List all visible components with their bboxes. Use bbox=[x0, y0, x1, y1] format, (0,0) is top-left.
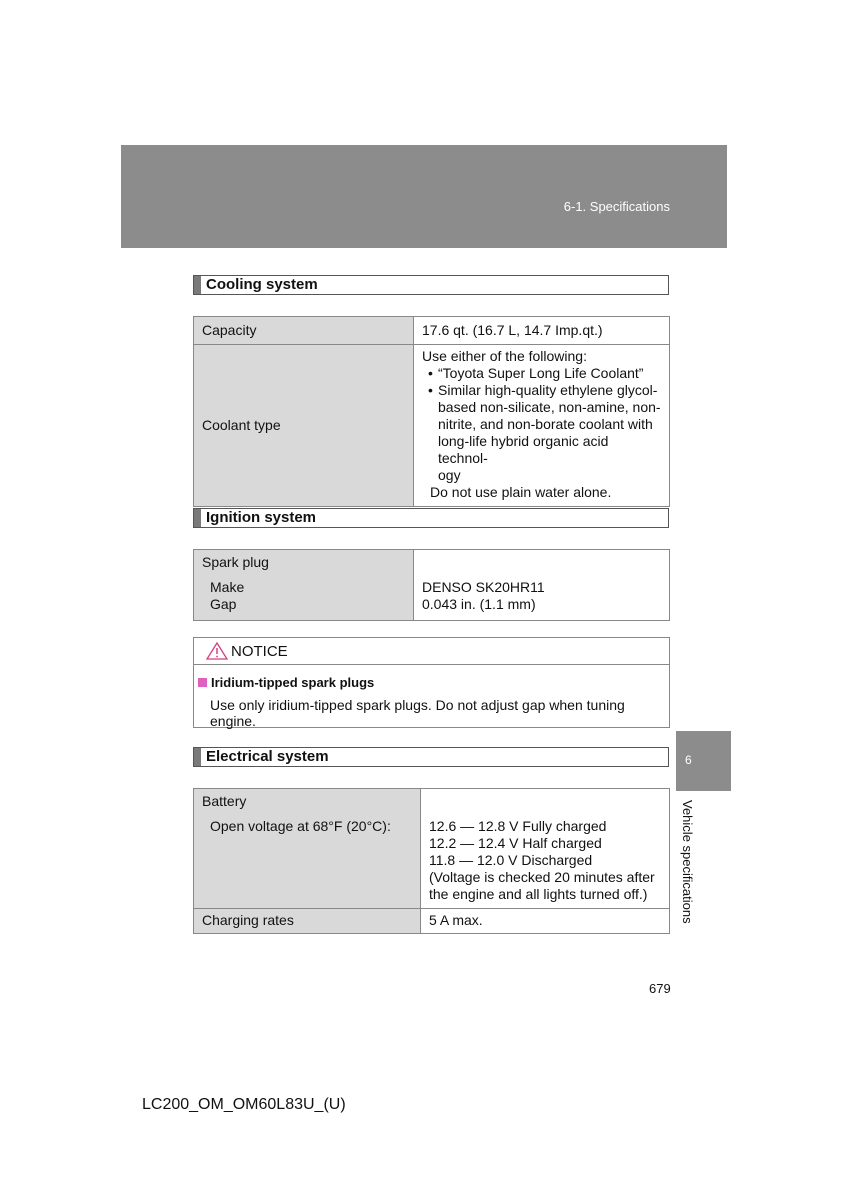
chapter-label: Vehicle specifications bbox=[680, 800, 695, 924]
square-bullet-icon bbox=[198, 678, 207, 687]
table-cell bbox=[194, 317, 414, 345]
chapter-tab[interactable] bbox=[676, 731, 731, 791]
table-row bbox=[194, 317, 670, 345]
table-row bbox=[194, 909, 670, 934]
coolant-warning: Do not use plain water alone. bbox=[430, 484, 612, 500]
voltage-line: 11.8 — 12.0 V Discharged bbox=[429, 852, 593, 868]
coolant-option-text: “Toyota Super Long Life Coolant” bbox=[438, 365, 644, 381]
coolant-intro: Use either of the following: bbox=[422, 348, 587, 364]
page-number: 679 bbox=[649, 981, 671, 996]
section-heading-electrical bbox=[193, 747, 669, 767]
table-cell bbox=[414, 317, 670, 345]
table-row bbox=[194, 789, 670, 909]
table-row bbox=[194, 550, 670, 621]
spark-plug-labels bbox=[194, 550, 413, 620]
header-band bbox=[121, 145, 727, 248]
section-marker bbox=[194, 748, 201, 766]
notice-header bbox=[194, 638, 669, 665]
spark-plug-label: Spark plug bbox=[202, 554, 269, 570]
footer-code: LC200_OM_OM60L83U_(U) bbox=[142, 1096, 346, 1113]
electrical-table bbox=[193, 788, 670, 934]
chapter-number: 6 bbox=[685, 753, 692, 767]
notice-subheading-text: Iridium-tipped spark plugs bbox=[211, 675, 375, 690]
make-label: Make bbox=[210, 579, 245, 595]
section-title: Cooling system bbox=[206, 276, 318, 293]
voltage-line: (Voltage is checked 20 minutes after bbox=[429, 869, 655, 885]
table-cell bbox=[414, 550, 670, 621]
voltage-line: 12.6 — 12.8 V Fully charged bbox=[429, 818, 607, 834]
table-cell bbox=[194, 909, 421, 934]
make-value: DENSO SK20HR11 bbox=[422, 579, 545, 595]
coolant-value bbox=[414, 345, 669, 506]
cooling-table bbox=[193, 316, 670, 507]
notice-box bbox=[193, 637, 670, 728]
coolant-option-line: Similar high-quality ethylene glycol- bbox=[438, 382, 658, 398]
section-heading-cooling bbox=[193, 275, 669, 295]
battery-label: Battery bbox=[202, 793, 247, 809]
gap-label: Gap bbox=[210, 596, 237, 612]
coolant-option-line: nitrite, and non-borate coolant with bbox=[438, 416, 653, 432]
coolant-option-line: ogy bbox=[438, 467, 461, 483]
section-title: Electrical system bbox=[206, 748, 329, 765]
notice-title: NOTICE bbox=[231, 643, 288, 660]
ignition-table bbox=[193, 549, 670, 621]
table-cell bbox=[421, 909, 670, 934]
section-heading-ignition bbox=[193, 508, 669, 528]
table-cell bbox=[194, 550, 414, 621]
open-voltage-label: Open voltage at 68°F (20°C): bbox=[210, 818, 391, 834]
coolant-label: Coolant type bbox=[202, 417, 281, 433]
notice-body: Use only iridium-tipped spark plugs. Do not adjust gap when tuning engine. bbox=[210, 697, 625, 729]
breadcrumb: 6-1. Specifications bbox=[563, 199, 670, 214]
table-cell bbox=[194, 789, 421, 909]
table-row bbox=[194, 345, 670, 507]
section-marker bbox=[194, 509, 201, 527]
voltage-line: 12.2 — 12.4 V Half charged bbox=[429, 835, 602, 851]
gap-value: 0.043 in. (1.1 mm) bbox=[422, 596, 536, 612]
warning-triangle-icon bbox=[206, 642, 228, 660]
list-item: • “Toyota Super Long Life Coolant” bbox=[428, 365, 644, 381]
notice-subheading bbox=[198, 675, 374, 690]
coolant-option-line: based non-silicate, non-amine, non- bbox=[438, 399, 661, 415]
table-cell bbox=[414, 345, 670, 507]
voltage-values bbox=[421, 789, 669, 908]
spark-plug-values bbox=[414, 550, 669, 617]
capacity-value: 17.6 qt. (16.7 L, 14.7 Imp.qt.) bbox=[422, 322, 603, 338]
battery-labels bbox=[194, 789, 420, 839]
coolant-option-line: long-life hybrid organic acid technol- bbox=[438, 433, 609, 466]
section-title: Ignition system bbox=[206, 509, 317, 526]
capacity-label: Capacity bbox=[202, 322, 257, 338]
section-marker bbox=[194, 276, 201, 294]
list-item: • Similar high-quality ethylene glycol- based non-silicate, non-amine, non- nitrite, and non-borate coolant with long-life hybrid organic acid technol- ogy bbox=[428, 382, 661, 483]
charging-label: Charging rates bbox=[202, 912, 294, 928]
table-cell bbox=[194, 345, 414, 507]
voltage-line: the engine and all lights turned off.) bbox=[429, 886, 648, 902]
table-cell bbox=[421, 789, 670, 909]
charging-value: 5 A max. bbox=[429, 912, 483, 928]
